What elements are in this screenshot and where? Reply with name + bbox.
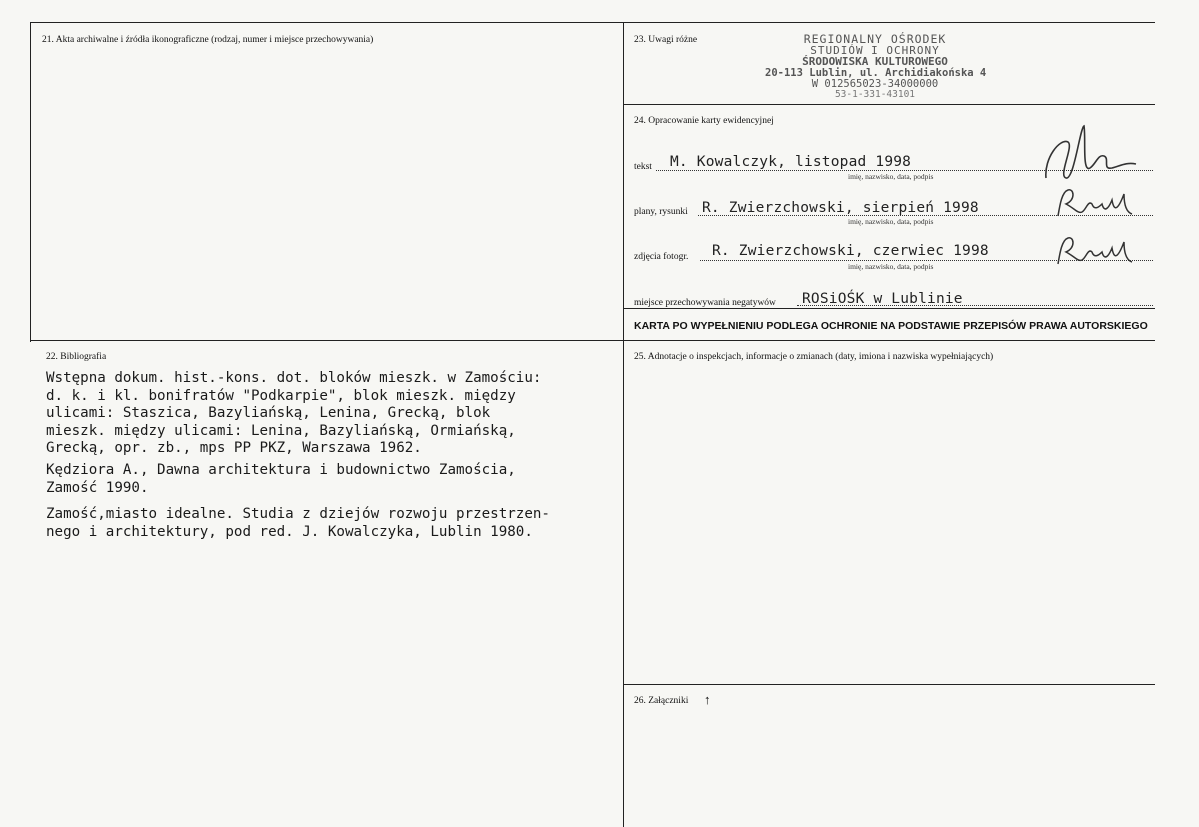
signature-icon xyxy=(1040,118,1140,188)
divider-section-24 xyxy=(623,104,1155,105)
divider-notice xyxy=(623,308,1155,309)
stamp-line: STUDIÓW I OCHRONY xyxy=(810,44,940,57)
divider-horizontal-middle xyxy=(30,340,1155,341)
row-value-photos: R. Zwierzchowski, czerwiec 1998 xyxy=(712,243,989,259)
row-hint: imię, nazwisko, data, podpis xyxy=(848,172,934,181)
signature-icon xyxy=(1054,232,1134,268)
bibliography-entry: Wstępna dokum. hist.-kons. dot. bloków mieszk. w Zamościu: d. k. i kl. bonifratów "Podkarpie", blok mieszk. między ulicami: Staszica, Bazyliańską, Lenina, Grecką, blok mieszk. między ulicami: Lenina, Bazyliańską, Ormiańską, Grecką, opr. zb., mps PP PKZ, Warszawa 1962. xyxy=(46,370,542,456)
institution-stamp xyxy=(765,34,985,100)
section-21-label: 21. Akta archiwalne i źródła ikonograficzne (rodzaj, numer i miejsce przechowywania) xyxy=(42,35,374,45)
copyright-notice: KARTA PO WYPEŁNIENIU PODLEGA OCHRONIE NA PODSTAWIE PRZEPISÓW PRAWA AUTORSKIEGO xyxy=(634,320,1148,332)
negatives-label: miejsce przechowywania negatywów xyxy=(634,298,776,308)
row-label-text: tekst xyxy=(634,162,652,172)
section-26-label: 26. Załączniki xyxy=(634,696,689,706)
stamp-line: 53-1-331-43101 xyxy=(834,89,916,100)
row-hint: imię, nazwisko, data, podpis xyxy=(848,262,934,271)
section-25-label: 25. Adnotacje o inspekcjach, informacje o zmianach (daty, imiona i nazwiska wypełniających) xyxy=(634,352,994,362)
negatives-value: ROSiOŚK w Lublinie xyxy=(802,291,963,307)
divider-top xyxy=(30,22,1155,23)
stamp-line: 20-113 Lublin, ul. Archidiakońska 4 xyxy=(765,67,987,79)
section-22-label: 22. Bibliografia xyxy=(46,352,107,362)
row-label-photos: zdjęcia fotogr. xyxy=(634,252,689,262)
row-hint: imię, nazwisko, data, podpis xyxy=(848,217,934,226)
row-value-text: M. Kowalczyk, listopad 1998 xyxy=(670,154,912,170)
row-label-plans: plany, rysunki xyxy=(634,207,688,217)
divider-section-26 xyxy=(623,684,1155,685)
bibliography-entry: Kędziora A., Dawna architektura i budownictwo Zamościa, Zamość 1990. xyxy=(46,462,516,496)
row-value-plans: R. Zwierzchowski, sierpień 1998 xyxy=(702,200,979,216)
divider-vertical xyxy=(623,22,624,827)
section-23-label: 23. Uwagi różne xyxy=(634,35,698,45)
section-24-label: 24. Opracowanie karty ewidencyjnej xyxy=(634,116,774,126)
bibliography-entry: Zamość,miasto idealne. Studia z dziejów rozwoju przestrzen- nego i architektury, pod red. J. Kowalczyka, Lublin 1980. xyxy=(46,506,550,540)
attachment-arrow-icon: ↑ xyxy=(704,692,711,707)
stamp-line: ŚRODOWISKA KULTUROWEGO xyxy=(802,55,948,68)
stamp-line: W 012565023-34000000 xyxy=(811,78,939,90)
signature-icon xyxy=(1054,186,1134,222)
divider-top-left xyxy=(30,22,31,342)
stamp-line: REGIONALNY OŚRODEK xyxy=(803,32,947,46)
